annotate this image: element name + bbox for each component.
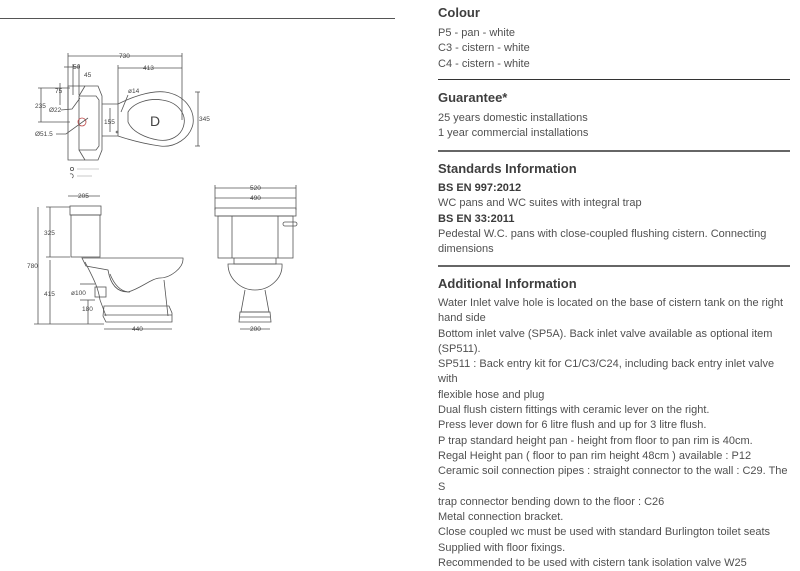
info-line: Regal Height pan ( floor to pan rim height 48cm ) available : P12 [438, 449, 752, 462]
additional-lines [438, 296, 790, 571]
dim-155: 155 [104, 119, 115, 126]
dim-50: 50 [73, 64, 81, 71]
info-line: SP511 : Back entry kit for C1/C3/C24, including back entry inlet valve with [438, 358, 775, 386]
info-line: flexible hose and plug [438, 388, 545, 401]
info-line: hand side [438, 312, 486, 325]
dim-345: 345 [199, 116, 210, 123]
info-line: Metal connection bracket. [438, 511, 564, 524]
info-line: Recommended to be used with cistern tank isolation valve W25 [438, 557, 747, 570]
additional-title: Additional Information [438, 276, 577, 291]
info-line: trap connector bending down to the floor : C26 [438, 495, 665, 508]
colour-section [438, 5, 790, 72]
dim-phi51-5: Ø51.5 [35, 131, 53, 138]
dim-415: 415 [44, 291, 55, 298]
dim-200: 200 [250, 326, 261, 333]
colour-title: Colour [438, 5, 480, 20]
info-line: Press lever down for 6 litre flush and up for 3 litre flush. [438, 419, 707, 432]
technical-drawing [0, 20, 400, 350]
standards-section [438, 161, 790, 257]
guarantee-line: 1 year commercial installations [438, 127, 589, 140]
guarantee-section [438, 90, 790, 142]
dim-520: 520 [250, 185, 261, 192]
dim-325: 325 [44, 230, 55, 237]
info-line: Supplied with floor fixings. [438, 541, 566, 554]
dim-440: 440 [132, 326, 143, 333]
info-line: Ceramic soil connection pipes : straight connector to the wall : C29. The S [438, 465, 788, 493]
divider [438, 79, 790, 80]
info-line: Dual flush cistern fittings with ceramic lever on the right. [438, 404, 710, 417]
dim-75: 75 [55, 88, 63, 95]
plan-view [35, 53, 210, 178]
info-line: Close coupled wc must be used with standard Burlington toilet seats [438, 526, 771, 539]
dim-235: 235 [35, 103, 46, 110]
info-line: Bottom inlet valve (SP5A). Back inlet valve available as optional item [438, 327, 773, 340]
side-view [27, 193, 183, 333]
dim-phi22: Ø22 [49, 107, 62, 114]
guarantee-line: 25 years domestic installations [438, 112, 588, 124]
colour-line: P5 - pan - white [438, 27, 516, 39]
left-divider [0, 18, 395, 19]
dim-180: 180 [82, 306, 93, 313]
standards-title: Standards Information [438, 161, 577, 176]
dim-413: 413 [143, 65, 154, 72]
colour-line: C4 - cistern - white [438, 57, 530, 70]
standard-description: WC pans and WC suites with integral trap [438, 197, 642, 210]
dim-phi14: ø14 [128, 88, 140, 95]
front-view [215, 185, 297, 333]
dim-phi100: ø100 [71, 290, 86, 297]
pan-d-shape: D [150, 113, 161, 129]
additional-section [438, 276, 790, 571]
standard-code: BS EN 33:2011 [438, 212, 515, 225]
dim-780: 780 [27, 263, 38, 270]
divider [438, 150, 790, 152]
divider [438, 265, 790, 267]
dim-45: 45 [84, 72, 92, 79]
dim-730: 730 [119, 53, 130, 60]
standard-code: BS EN 997:2012 [438, 182, 522, 194]
guarantee-title: Guarantee* [438, 90, 508, 105]
standard-description: dimensions [438, 243, 494, 256]
info-line: P trap standard height pan - height from floor to pan rim is 40cm. [438, 434, 753, 447]
info-line: Water Inlet valve hole is located on the base of cistern tank on the right [438, 297, 784, 309]
standard-description: Pedestal W.C. pans with close-coupled flushing cistern. Connecting [438, 227, 767, 240]
info-line: (SP511). [438, 342, 481, 355]
dim-205: 205 [78, 193, 89, 200]
colour-line: C3 - cistern - white [438, 42, 530, 55]
dim-490: 490 [250, 195, 261, 202]
